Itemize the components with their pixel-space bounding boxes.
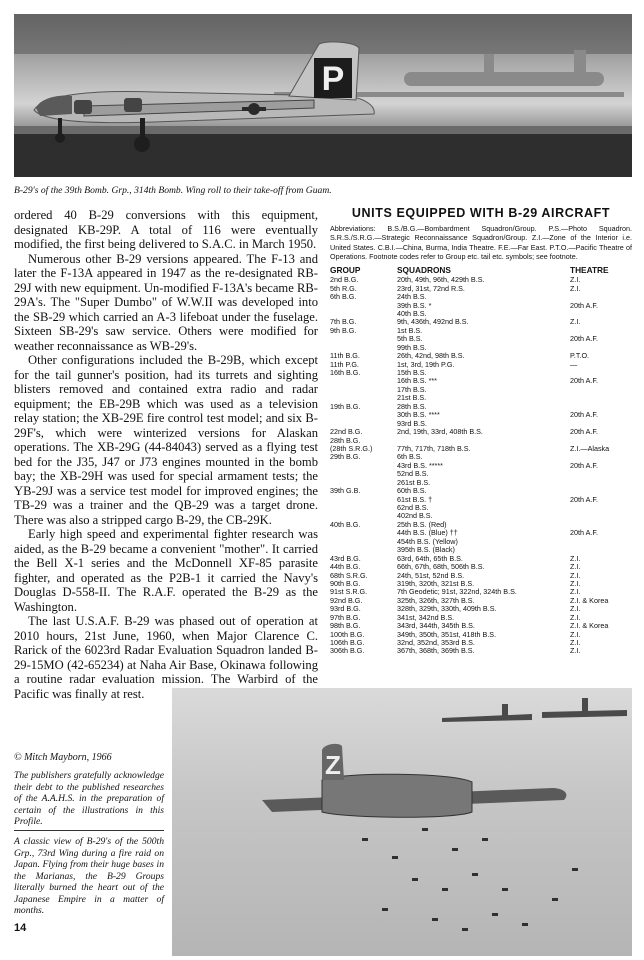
row-squadrons: 52nd B.S. (397, 469, 429, 479)
row-group: 43rd B.G. (330, 553, 361, 563)
row-squadrons: 6th B.S. (397, 452, 423, 462)
row-squadrons: 44th B.S. (Blue) †† (397, 528, 458, 538)
acknowledgement-note: The publishers gratefully acknowledge their debt to the published researches of the A.A.H.S. in the preparation of certain of the illustrations in this Profile. (14, 770, 164, 827)
row-squadrons: 61st B.S. † (397, 494, 433, 504)
row-group: 97th B.G. (330, 612, 361, 622)
row-squadrons: 99th B.S. (397, 342, 427, 352)
row-theatre: 20th A.F. (570, 528, 598, 538)
table-row (330, 335, 632, 343)
row-group: 68th S.R.G. (330, 570, 368, 580)
row-squadrons: 62nd B.S. (397, 503, 429, 512)
row-theatre: Z.I. (570, 553, 581, 563)
header-theatre: THEATRE (570, 265, 609, 276)
table-row (330, 310, 632, 318)
paragraph: Other configurations included the B-29B, which except for the tail gunner's position, had its turrets and sighting blisters removed and contained extra radio and radar equipment; the EB-29B which was used as a television relay station; the XB-29E fire control test model; and six B-29F's, which were winterized versions for Alaskan operations. The XB-29G (44-84043) served as a flying test bed for the J35, J47 or J73 engines mounted in the bomb bay; the XB-29H was used for special armament tests; the YB-29J was a service test model for improved engines; the TB-29 was a trainer and the QB-29 was a target drone. There was also a stripped cargo B-29, the CB-29K. (14, 353, 318, 527)
bottom-photo-caption: A classic view of B-29's of the 500th Grp., 73rd Wing during a fire raid on Japan. Flying from their huge bases in the Marianas, the B-29 Groups literally burned the heart out of the Japanese Empire in a matter of months. (14, 836, 164, 916)
row-theatre: — (570, 359, 578, 369)
row-theatre: Z.I. (570, 562, 581, 572)
table-row (330, 377, 632, 385)
row-group: 98th B.G. (330, 621, 361, 631)
row-squadrons: 341st, 342nd B.S. (397, 612, 455, 622)
paragraph: The last U.S.A.F. B-29 was phased out of operation at 2010 hours, 21st June, 1960, when Major Clarence C. Rarick of the 6023rd Radar Evaluation Squadron landed B-29-15MO (42-65234) at Naha Air Base, Okinawa following a routine radar evaluation mission. The Warbird of the Pacific was finally at rest. (14, 614, 318, 701)
row-theatre: Z.I. & Korea (570, 595, 609, 605)
row-squadrons: 43rd B.S. ***** (397, 460, 443, 470)
row-group: (28th S.R.G.) (330, 443, 373, 453)
row-squadrons: 25th B.S. (Red) (397, 519, 447, 529)
top-photo-caption: B-29's of the 39th Bomb. Grp., 314th Bomb. Wing roll to their take-off from Guam. (14, 185, 332, 196)
row-group: 40th B.G. (330, 519, 361, 529)
row-theatre: Z.I. (570, 283, 581, 293)
header-squadrons: SQUADRONS (397, 265, 451, 276)
row-group: 16th B.G. (330, 368, 361, 377)
row-squadrons: 32nd, 352nd, 353rd B.S. (397, 638, 475, 647)
header-group: GROUP (330, 265, 361, 276)
table-row (330, 411, 632, 419)
row-theatre: 20th A.F. (570, 410, 598, 420)
row-group: 7th B.G. (330, 317, 357, 327)
row-theatre: Z.I. (570, 604, 581, 614)
divider (14, 830, 164, 831)
b29-aircraft-illustration (14, 14, 632, 177)
table-row (330, 529, 632, 537)
row-squadrons: 23rd, 31st, 72nd R.S. (397, 283, 465, 293)
row-squadrons: 1st B.S. (397, 325, 423, 335)
table-row (330, 276, 632, 284)
row-squadrons: 402nd B.S. (397, 511, 433, 521)
row-squadrons: 454th B.S. (Yellow) (397, 536, 458, 546)
row-group: 28th B.G. (330, 435, 361, 445)
row-squadrons: 39th B.S. * (397, 300, 432, 310)
row-theatre: 20th A.F. (570, 427, 598, 437)
table-row (330, 394, 632, 402)
row-squadrons: 63rd, 64th, 65th B.S. (397, 553, 463, 563)
table-row (330, 462, 632, 470)
row-group: 90th B.G. (330, 578, 361, 588)
row-squadrons: 24th, 51st, 52nd B.S. (397, 570, 465, 580)
row-group: 11th B.G. (330, 351, 360, 361)
table-row (330, 318, 632, 326)
row-group: 93rd B.G. (330, 604, 361, 614)
table-row (330, 479, 632, 487)
row-group: 306th B.G. (330, 646, 365, 656)
row-squadrons: 5th B.S. (397, 334, 423, 344)
table-row (330, 302, 632, 310)
table-row (330, 386, 632, 394)
tail-letter-top: P (321, 60, 345, 98)
row-squadrons: 395th B.S. (Black) (397, 545, 455, 555)
row-group: 2nd B.G. (330, 275, 359, 285)
table-row (330, 512, 632, 520)
row-group: 22nd B.G. (330, 427, 363, 437)
table-row (330, 563, 632, 571)
row-group: 19th B.G. (330, 401, 361, 411)
row-theatre: 20th A.F. (570, 494, 598, 504)
row-group: 5th R.G. (330, 283, 357, 293)
row-squadrons: 343rd, 344th, 345th B.S. (397, 621, 475, 631)
row-theatre: Z.I. (570, 646, 581, 656)
row-theatre: 20th A.F. (570, 300, 598, 310)
top-photo-b29-takeoff (14, 14, 632, 177)
row-theatre: Z.I. (570, 638, 581, 647)
tail-letter-bottom: Z (325, 750, 341, 780)
row-squadrons: 261st B.S. (397, 477, 431, 487)
table-row (330, 504, 632, 512)
row-squadrons: 2nd, 19th, 33rd, 408th B.S. (397, 427, 483, 437)
paragraph: Numerous other B-29 versions appeared. The F-13 and later the F-13A appeared in 1947 as the re-designated RB-29J with new equipment. Un-modified F-13A's became RB-29A's. The "Super Dumbo" of W.W.II was developed into the SB-29 which carried an A-3 lifeboat under the fuselage. Sixteen SB-29's saw service. Others were modified for weather reconnaissance as WB-29's. (14, 251, 318, 353)
row-group: 6th B.G. (330, 292, 357, 302)
row-theatre: Z.I. (570, 570, 581, 580)
row-squadrons: 93rd B.S. (397, 418, 427, 428)
paragraph: Early high speed and experimental fighter research was aided, as the B-29 became a convenient "mother". It carried the Bell X-1 series and the McDonnell XF-85 parasite fighter, and operated as the P2B-1 it carried the Navy's Douglas D-558-II. The R.A.F. operated the B-29 as the Washington. (14, 527, 318, 614)
row-theatre: Z.I. (570, 612, 581, 622)
row-group: 29th B.G. (330, 452, 361, 462)
row-theatre: Z.I. (570, 629, 581, 639)
row-squadrons: 26th, 42nd, 98th B.S. (397, 351, 465, 361)
row-squadrons: 349th, 350th, 351st, 418th B.S. (397, 629, 497, 639)
row-squadrons: 60th B.S. (397, 486, 427, 496)
row-theatre: 20th A.F. (570, 334, 598, 344)
table-row (330, 631, 632, 639)
row-theatre: 20th A.F. (570, 376, 598, 386)
row-group: 91st S.R.G. (330, 587, 368, 597)
row-squadrons: 28th B.S. (397, 401, 427, 411)
table-row (330, 496, 632, 504)
row-theatre: Z.I. (570, 578, 581, 588)
row-theatre: Z.I. (570, 275, 581, 285)
table-row (330, 428, 632, 436)
table-row (330, 352, 632, 360)
row-squadrons: 7th Geodetic; 91st, 322nd, 324th B.S. (397, 587, 517, 597)
row-theatre: 20th A.F. (570, 460, 598, 470)
row-group: 44th B.G. (330, 562, 361, 572)
paragraph: ordered 40 B-29 conversions with this equipment, designated KB-29P. A total of 116 were eventually modified, the first being delivered to S.A.C. in March 1950. (14, 208, 318, 251)
row-theatre: Z.I. & Korea (570, 621, 609, 631)
units-table-title: UNITS EQUIPPED WITH B-29 AIRCRAFT (351, 206, 611, 220)
bottom-photo-fire-raid (172, 688, 632, 956)
table-row (330, 605, 632, 613)
row-squadrons: 77th, 717th, 718th B.S. (397, 443, 471, 453)
units-table (330, 206, 632, 656)
table-row (330, 572, 632, 580)
row-squadrons: 40th B.S. (397, 308, 427, 318)
row-group: 9th B.G. (330, 325, 357, 335)
table-row (330, 285, 632, 293)
table-row (330, 538, 632, 546)
row-squadrons: 319th, 320th, 321st B.S. (397, 578, 475, 588)
row-group: 92nd B.G. (330, 595, 363, 605)
row-squadrons: 328th, 329th, 330th, 409th B.S. (397, 604, 497, 614)
table-row (330, 647, 632, 655)
table-row (330, 361, 632, 369)
units-abbreviations: Abbreviations: B.S./B.G.—Bombardment Squadron/Group. P.S.—Photo Squadron. S.R.S./S.R.G.—Strategic Reconnaissance Squadron/Group. Z.I.—Zone of the Interior i.e. United States. C.B.I.—China, Burma, India Theatre. F.E.—Far East. P.T.O.—Pacific Theatre of Operations. Footnote codes refer to Group etc. tail etc. symbols; see footnote. (330, 224, 632, 261)
row-theatre: Z.I. (570, 317, 581, 327)
page-number: 14 (14, 922, 27, 934)
table-row (330, 470, 632, 478)
row-squadrons: 16th B.S. *** (397, 376, 437, 386)
row-squadrons: 66th, 67th, 68th, 506th B.S. (397, 562, 485, 572)
row-squadrons: 30th B.S. **** (397, 410, 440, 420)
row-group: 39th G.B. (330, 486, 361, 496)
b29-formation-illustration (172, 688, 632, 956)
row-theatre: P.T.O. (570, 351, 590, 361)
row-squadrons: 21st B.S. (397, 393, 427, 403)
row-theatre: Z.I.—Alaska (570, 443, 610, 453)
row-squadrons: 1st, 3rd, 19th P.G. (397, 359, 455, 369)
row-squadrons: 24th B.S. (397, 292, 427, 302)
table-row (330, 546, 632, 554)
row-squadrons: 9th, 436th, 492nd B.S. (397, 317, 469, 327)
row-squadrons: 15th B.S. (397, 368, 427, 377)
table-row (330, 639, 632, 647)
row-squadrons: 367th, 368th, 369th B.S. (397, 646, 475, 656)
article-body (14, 208, 318, 701)
row-squadrons: 17th B.S. (397, 384, 427, 394)
row-squadrons: 20th, 49th, 96th, 429th B.S. (397, 275, 485, 285)
row-group: 11th P.G. (330, 359, 359, 369)
units-table-body (330, 276, 632, 656)
table-row (330, 445, 632, 453)
copyright-notice: © Mitch Mayborn, 1966 (14, 752, 112, 763)
row-squadrons: 325th, 326th, 327th B.S. (397, 595, 475, 605)
row-group: 106th B.G. (330, 638, 365, 647)
row-theatre: Z.I. (570, 587, 581, 597)
row-group: 100th B.G. (330, 629, 365, 639)
